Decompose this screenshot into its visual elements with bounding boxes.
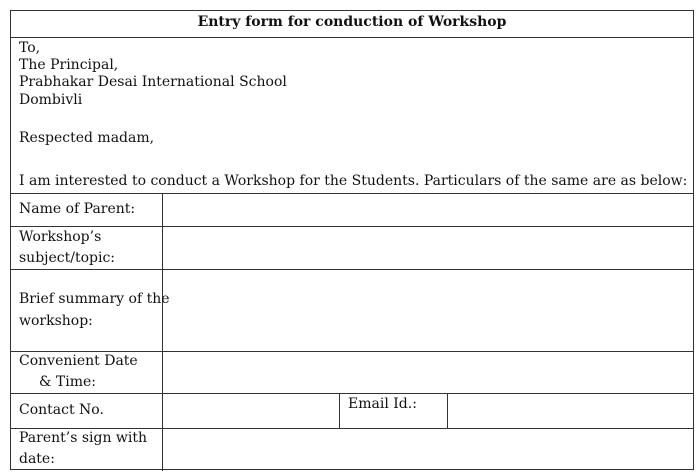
email-field[interactable] xyxy=(448,394,694,428)
recipient-title: The Principal, xyxy=(19,57,119,73)
date-time-label-line2: & Time: xyxy=(39,374,97,390)
summary-label-line1: Brief summary of the xyxy=(19,291,170,307)
letter-body: I am interested to conduct a Workshop for the Students. Particulars of the same are as below: xyxy=(19,173,688,189)
workshop-topic-label-line1: Workshop’s xyxy=(19,229,102,245)
parent-name-field[interactable] xyxy=(163,194,694,226)
parent-sign-label-line2: date: xyxy=(19,451,55,467)
parent-sign-field[interactable] xyxy=(163,429,694,470)
parent-name-label: Name of Parent: xyxy=(19,201,136,217)
contact-field[interactable] xyxy=(163,394,339,428)
email-label: Email Id.: xyxy=(348,396,417,412)
greeting: Respected madam, xyxy=(19,130,155,146)
parent-sign-label-line1: Parent’s sign with xyxy=(19,430,148,446)
date-time-field[interactable] xyxy=(163,352,694,393)
date-time-label-line1: Convenient Date xyxy=(19,353,138,369)
summary-label-line2: workshop: xyxy=(19,313,93,329)
salutation-to: To, xyxy=(19,40,41,56)
workshop-entry-form xyxy=(10,10,694,470)
summary-field[interactable] xyxy=(163,270,694,351)
title-divider xyxy=(11,37,693,38)
city-name: Dombivli xyxy=(19,92,83,108)
school-name: Prabhakar Desai International School xyxy=(19,74,287,90)
workshop-topic-label-line2: subject/topic: xyxy=(19,250,116,266)
contact-email-divider xyxy=(339,393,340,428)
form-title: Entry form for conduction of Workshop xyxy=(197,14,507,30)
contact-label: Contact No. xyxy=(19,402,104,418)
workshop-topic-field[interactable] xyxy=(163,227,694,269)
